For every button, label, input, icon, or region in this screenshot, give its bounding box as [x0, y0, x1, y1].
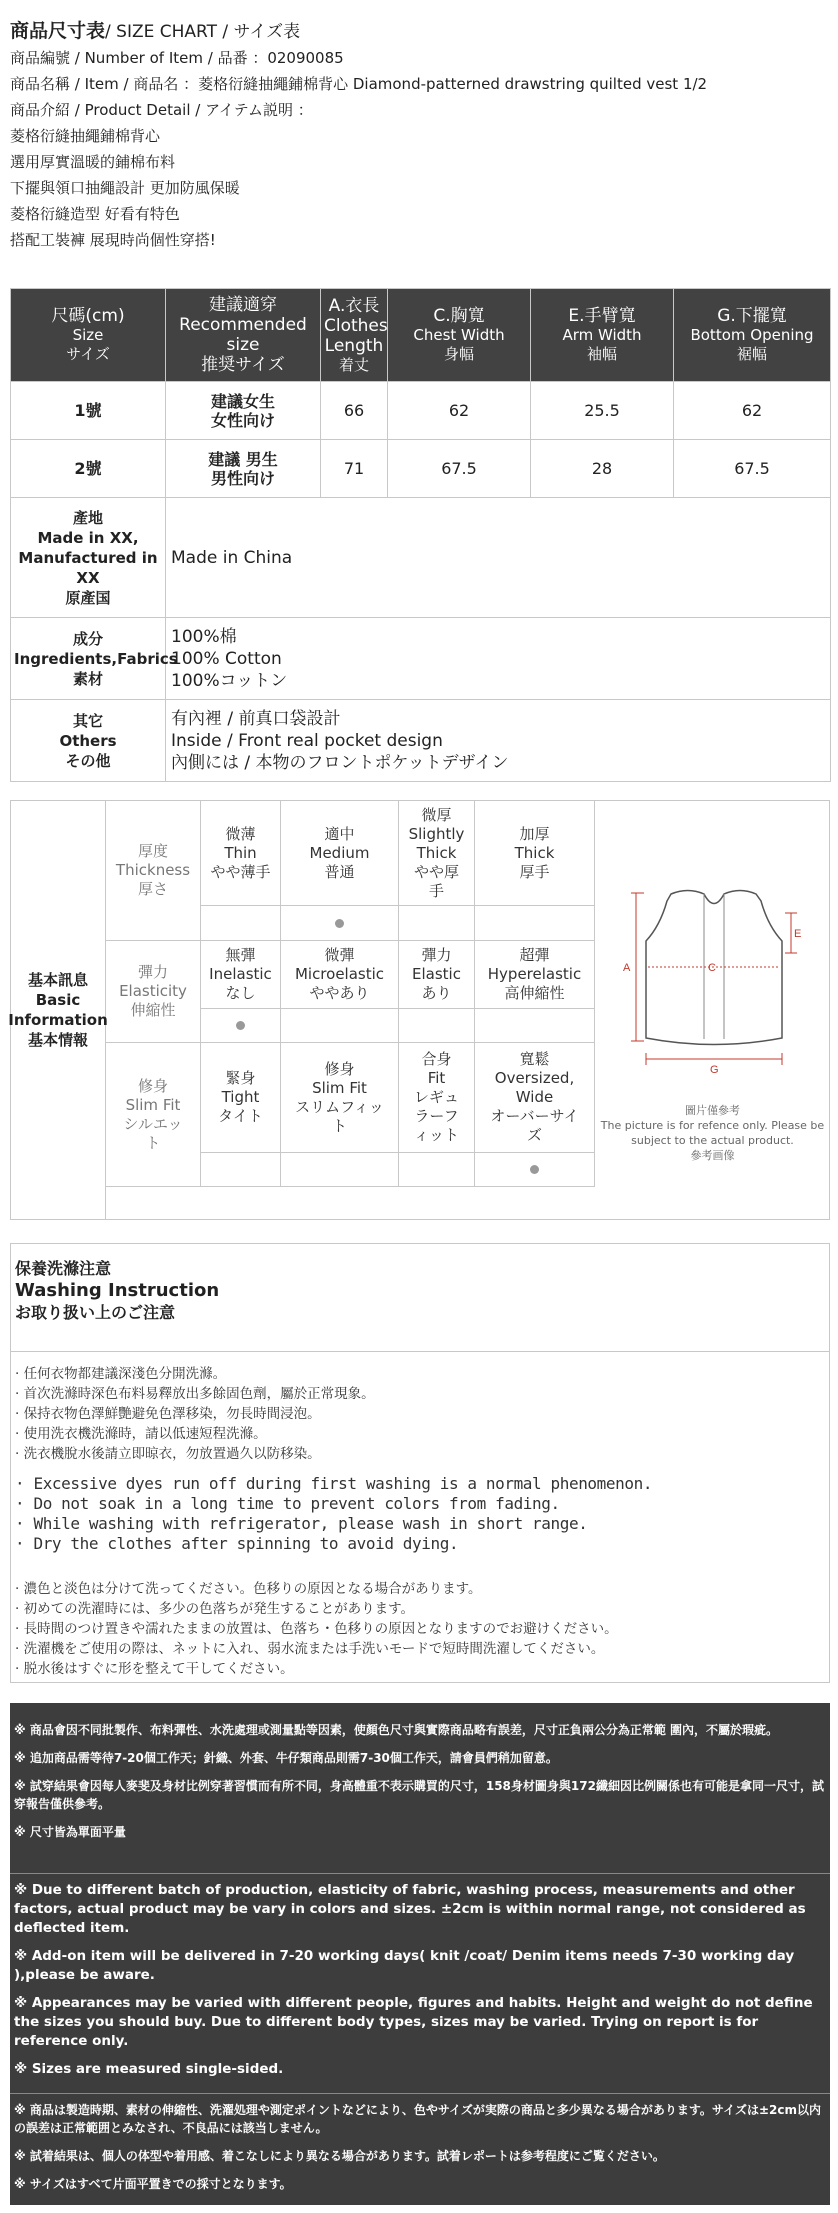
fit-indicator — [201, 1153, 281, 1187]
list-item: · 洗衣機脫水後請立即晾衣，勿放置過久以防移染。 — [15, 1446, 321, 1462]
notes-en — [10, 1881, 830, 2088]
elasticity-indicator — [281, 1009, 399, 1043]
list-item: · 濃色と淡色は分けて洗ってください。色移りの原因となる場合があります。 — [15, 1581, 482, 1597]
vest-outline-icon — [596, 801, 829, 1101]
length-cell: 71 — [321, 440, 388, 498]
list-item: · 脱水後はすぐに形を整えて干してください。 — [15, 1661, 294, 1677]
elasticity-option: 超彈 Hyperelastic 高伸縮性 — [475, 941, 595, 1009]
fit-heading: 修身 Slim Fit シルエッ ト — [106, 1043, 201, 1187]
list-item: · 首次洗滌時深色布料易釋放出多餘固色劑，屬於正常現象。 — [15, 1386, 375, 1402]
arm-cell: 25.5 — [531, 382, 674, 440]
basic-info-label: 基本訊息 Basic Information 基本情報 — [11, 801, 106, 1219]
ingredients-row — [11, 618, 831, 700]
elasticity-indicator — [475, 1009, 595, 1043]
list-item: · 洗濯機をご使用の際は、ネットに入れ、弱水流または手洗いモードで短時間洗濯してください。 — [15, 1641, 605, 1657]
washing-instruction-panel — [10, 1243, 830, 1683]
table-row — [11, 440, 831, 498]
diagram-label-c: C — [708, 962, 716, 974]
size-chart-title: 商品尺寸表/ SIZE CHART / サイズ表 — [10, 20, 301, 42]
divider — [10, 1873, 830, 1874]
vest-measurement-diagram — [596, 801, 829, 1219]
elasticity-indicator — [399, 1009, 475, 1043]
ingredients-value: 100%棉 100% Cotton 100%コットン — [166, 618, 831, 700]
note-item: ※ 尺寸皆為單面平量 — [14, 1825, 126, 1839]
fit-option: 寬鬆 Oversized, Wide オーバーサイ ズ — [475, 1043, 595, 1153]
list-item: · Do not soak in a long time to prevent colors from fading. — [15, 1494, 560, 1513]
basic-info-grid — [106, 801, 596, 1219]
origin-label: 產地 Made in XX, Manufactured in XX 原產国 — [11, 498, 166, 618]
note-item: ※ Add-on item will be delivered in 7-20 working days( knit /coat/ Denim items needs 7-30 working day ),please be aware. — [14, 1948, 795, 1983]
note-item: ※ Appearances may be varied with different people, figures and habits. Height and weight do not define the sizes you should buy. Due to different body types, sizes may be varied. Trying on report is for reference only. — [14, 1995, 813, 2049]
header-recommended: 建議適穿 Recommended size 推奨サイズ — [166, 289, 321, 382]
thickness-indicator — [399, 906, 475, 941]
recommended-cell: 建議女生 女性向け — [166, 382, 321, 440]
others-row — [11, 700, 831, 782]
list-item: · Dry the clothes after spinning to avoid dying. — [15, 1534, 459, 1553]
ingredients-label: 成分 Ingredients,Fabrics 素材 — [11, 618, 166, 700]
detail-line: 搭配工裝褲 展現時尚個性穿搭! — [10, 231, 216, 249]
elasticity-indicator — [201, 1009, 281, 1043]
diagram-label-a: A — [623, 962, 631, 974]
notes-panel — [10, 1703, 830, 2205]
header-chest-width: C.胸寬 Chest Width 身幅 — [388, 289, 531, 382]
arm-cell: 28 — [531, 440, 674, 498]
list-item: · 長時間のつけ置きや濡れたままの放置は、色落ち・色移りの原因となりますのでお避けください。 — [15, 1621, 618, 1637]
diagram-caption: 圖片僅參考 The picture is for refence only. Please be subject to the actual product. 參考画像 — [600, 1104, 825, 1162]
detail-line: 下擺與領口抽繩設計 更加防風保暖 — [10, 179, 240, 197]
product-detail-label: 商品介紹 / Product Detail / アイテム説明 ： — [10, 101, 313, 119]
thickness-option: 適中 Medium 普通 — [281, 801, 399, 906]
thickness-option: 加厚 Thick 厚手 — [475, 801, 595, 906]
header-clothes-length: A.衣長 Clothes Length 着丈 — [321, 289, 388, 382]
fit-indicator — [475, 1153, 595, 1187]
origin-value: Made in China — [166, 498, 831, 618]
header-arm-width: E.手臂寬 Arm Width 袖幅 — [531, 289, 674, 382]
size-table — [10, 288, 831, 782]
washing-list-zh — [15, 1364, 375, 1464]
recommended-cell: 建議 男生 男性向け — [166, 440, 321, 498]
basic-info-panel — [10, 800, 830, 1220]
list-item: · Excessive dyes run off during first washing is a normal phenomenon. — [15, 1474, 653, 1493]
note-item: ※ Due to different batch of production, elasticity of fabric, washing process, measurements and other factors, actual product may be vary in colors and sizes. ±2cm is within normal range, not considered as deflected item. — [14, 1882, 806, 1936]
item-name: 商品名稱 / Item / 商品名 ：菱格衍縫抽繩鋪棉背心 Diamond-patterned drawstring quilted vest 1/2 — [10, 75, 708, 93]
fit-option: 修身 Slim Fit スリムフィッ ト — [281, 1043, 399, 1153]
selected-dot-icon — [335, 919, 344, 928]
list-item: · While washing with refrigerator, please wash in short range. — [15, 1514, 588, 1533]
diagram-label-g: G — [710, 1064, 719, 1076]
washing-list-en — [15, 1474, 652, 1554]
thickness-indicator — [475, 906, 595, 941]
note-item: ※ 商品は製造時期、素材の伸縮性、洗濯処理や測定ポイントなどにより、色やサイズが実際の商品と多少異なる場合があります。サイズは±2cm以内の誤差は正常範囲とみなされ、不良品には該当しません。 — [14, 2103, 821, 2135]
washing-list-ja — [15, 1579, 618, 1679]
washing-title: 保養洗滌注意 Washing Instruction お取り扱い上のご注意 — [15, 1259, 220, 1322]
note-item: ※ 商品會因不同批製作、布料彈性、水洗處理或測量點等因素，使顏色尺寸與實際商品略有誤差，尺寸正負兩公分為正常範 圍內，不屬於瑕疵。 — [14, 1723, 779, 1737]
selected-dot-icon — [236, 1021, 245, 1030]
header-bottom-opening: G.下擺寬 Bottom Opening 裾幅 — [674, 289, 831, 382]
thickness-option: 微厚 Slightly Thick やや厚 手 — [399, 801, 475, 906]
size-cell: 2號 — [11, 440, 166, 498]
fit-indicator — [281, 1153, 399, 1187]
note-item: ※ 試穿結果會因每人麥斐及身材比例穿著習慣而有所不同，身高體重不表示購買的尺寸，158身材圖身與172纖細因比例關係也有可能是拿同一尺寸，試穿報告僅供參考。 — [14, 1779, 824, 1811]
detail-line: 菱格衍縫抽繩鋪棉背心 — [10, 127, 161, 145]
thickness-heading: 厚度 Thickness 厚さ — [106, 801, 201, 941]
notes-zh — [10, 1721, 830, 1851]
fit-option: 緊身 Tight タイト — [201, 1043, 281, 1153]
note-item: ※ 追加商品需等待7-20個工作天；針織、外套、牛仔類商品則需7-30個工作天，請會員們稍加留意。 — [14, 1751, 558, 1765]
product-header — [10, 18, 830, 253]
thickness-option: 微薄 Thin やや薄手 — [201, 801, 281, 906]
thickness-indicator — [201, 906, 281, 941]
divider — [11, 1351, 829, 1352]
fit-option: 合身 Fit レギュ ラーフ ィット — [399, 1043, 475, 1153]
thickness-indicator — [281, 906, 399, 941]
selected-dot-icon — [530, 1165, 539, 1174]
detail-line: 選用厚實溫暖的鋪棉布料 — [10, 153, 176, 171]
list-item: · 使用洗衣機洗滌時，請以低速短程洗滌。 — [15, 1426, 267, 1442]
divider — [10, 2093, 830, 2094]
note-item: ※ サイズはすべて片面平置きでの採寸となります。 — [14, 2177, 292, 2191]
list-item: · 保持衣物色澤鮮艷避免色澤移染，勿長時間浸泡。 — [15, 1406, 321, 1422]
elasticity-heading: 彈力 Elasticity 伸縮性 — [106, 941, 201, 1043]
elasticity-option: 彈力 Elastic あり — [399, 941, 475, 1009]
chest-cell: 62 — [388, 382, 531, 440]
others-value: 有內裡 / 前真口袋設計 Inside / Front real pocket design 內側には / 本物のフロントポケットデザイン — [166, 700, 831, 782]
size-table-header-row — [11, 289, 831, 382]
notes-ja — [10, 2101, 830, 2203]
others-label: 其它 Others その他 — [11, 700, 166, 782]
list-item: · 任何衣物都建議深淺色分開洗滌。 — [15, 1366, 227, 1382]
bottom-cell: 62 — [674, 382, 831, 440]
header-size: 尺碼(cm) Size サイズ — [11, 289, 166, 382]
chest-cell: 67.5 — [388, 440, 531, 498]
size-cell: 1號 — [11, 382, 166, 440]
origin-row — [11, 498, 831, 618]
note-item: ※ Sizes are measured single-sided. — [14, 2061, 284, 2077]
diagram-label-e: E — [794, 928, 802, 940]
note-item: ※ 試着結果は、個人の体型や着用感、着こなしにより異なる場合があります。試着レポートは参考程度にご覧ください。 — [14, 2149, 665, 2163]
list-item: · 初めての洗濯時には、多少の色落ちが発生することがあります。 — [15, 1601, 415, 1617]
detail-line: 菱格衍縫造型 好看有特色 — [10, 205, 180, 223]
elasticity-option: 微彈 Microelastic ややあり — [281, 941, 399, 1009]
elasticity-option: 無彈 Inelastic なし — [201, 941, 281, 1009]
item-number: 商品編號 / Number of Item / 品番 ：02090085 — [10, 49, 344, 67]
table-row — [11, 382, 831, 440]
fit-indicator — [399, 1153, 475, 1187]
bottom-cell: 67.5 — [674, 440, 831, 498]
length-cell: 66 — [321, 382, 388, 440]
